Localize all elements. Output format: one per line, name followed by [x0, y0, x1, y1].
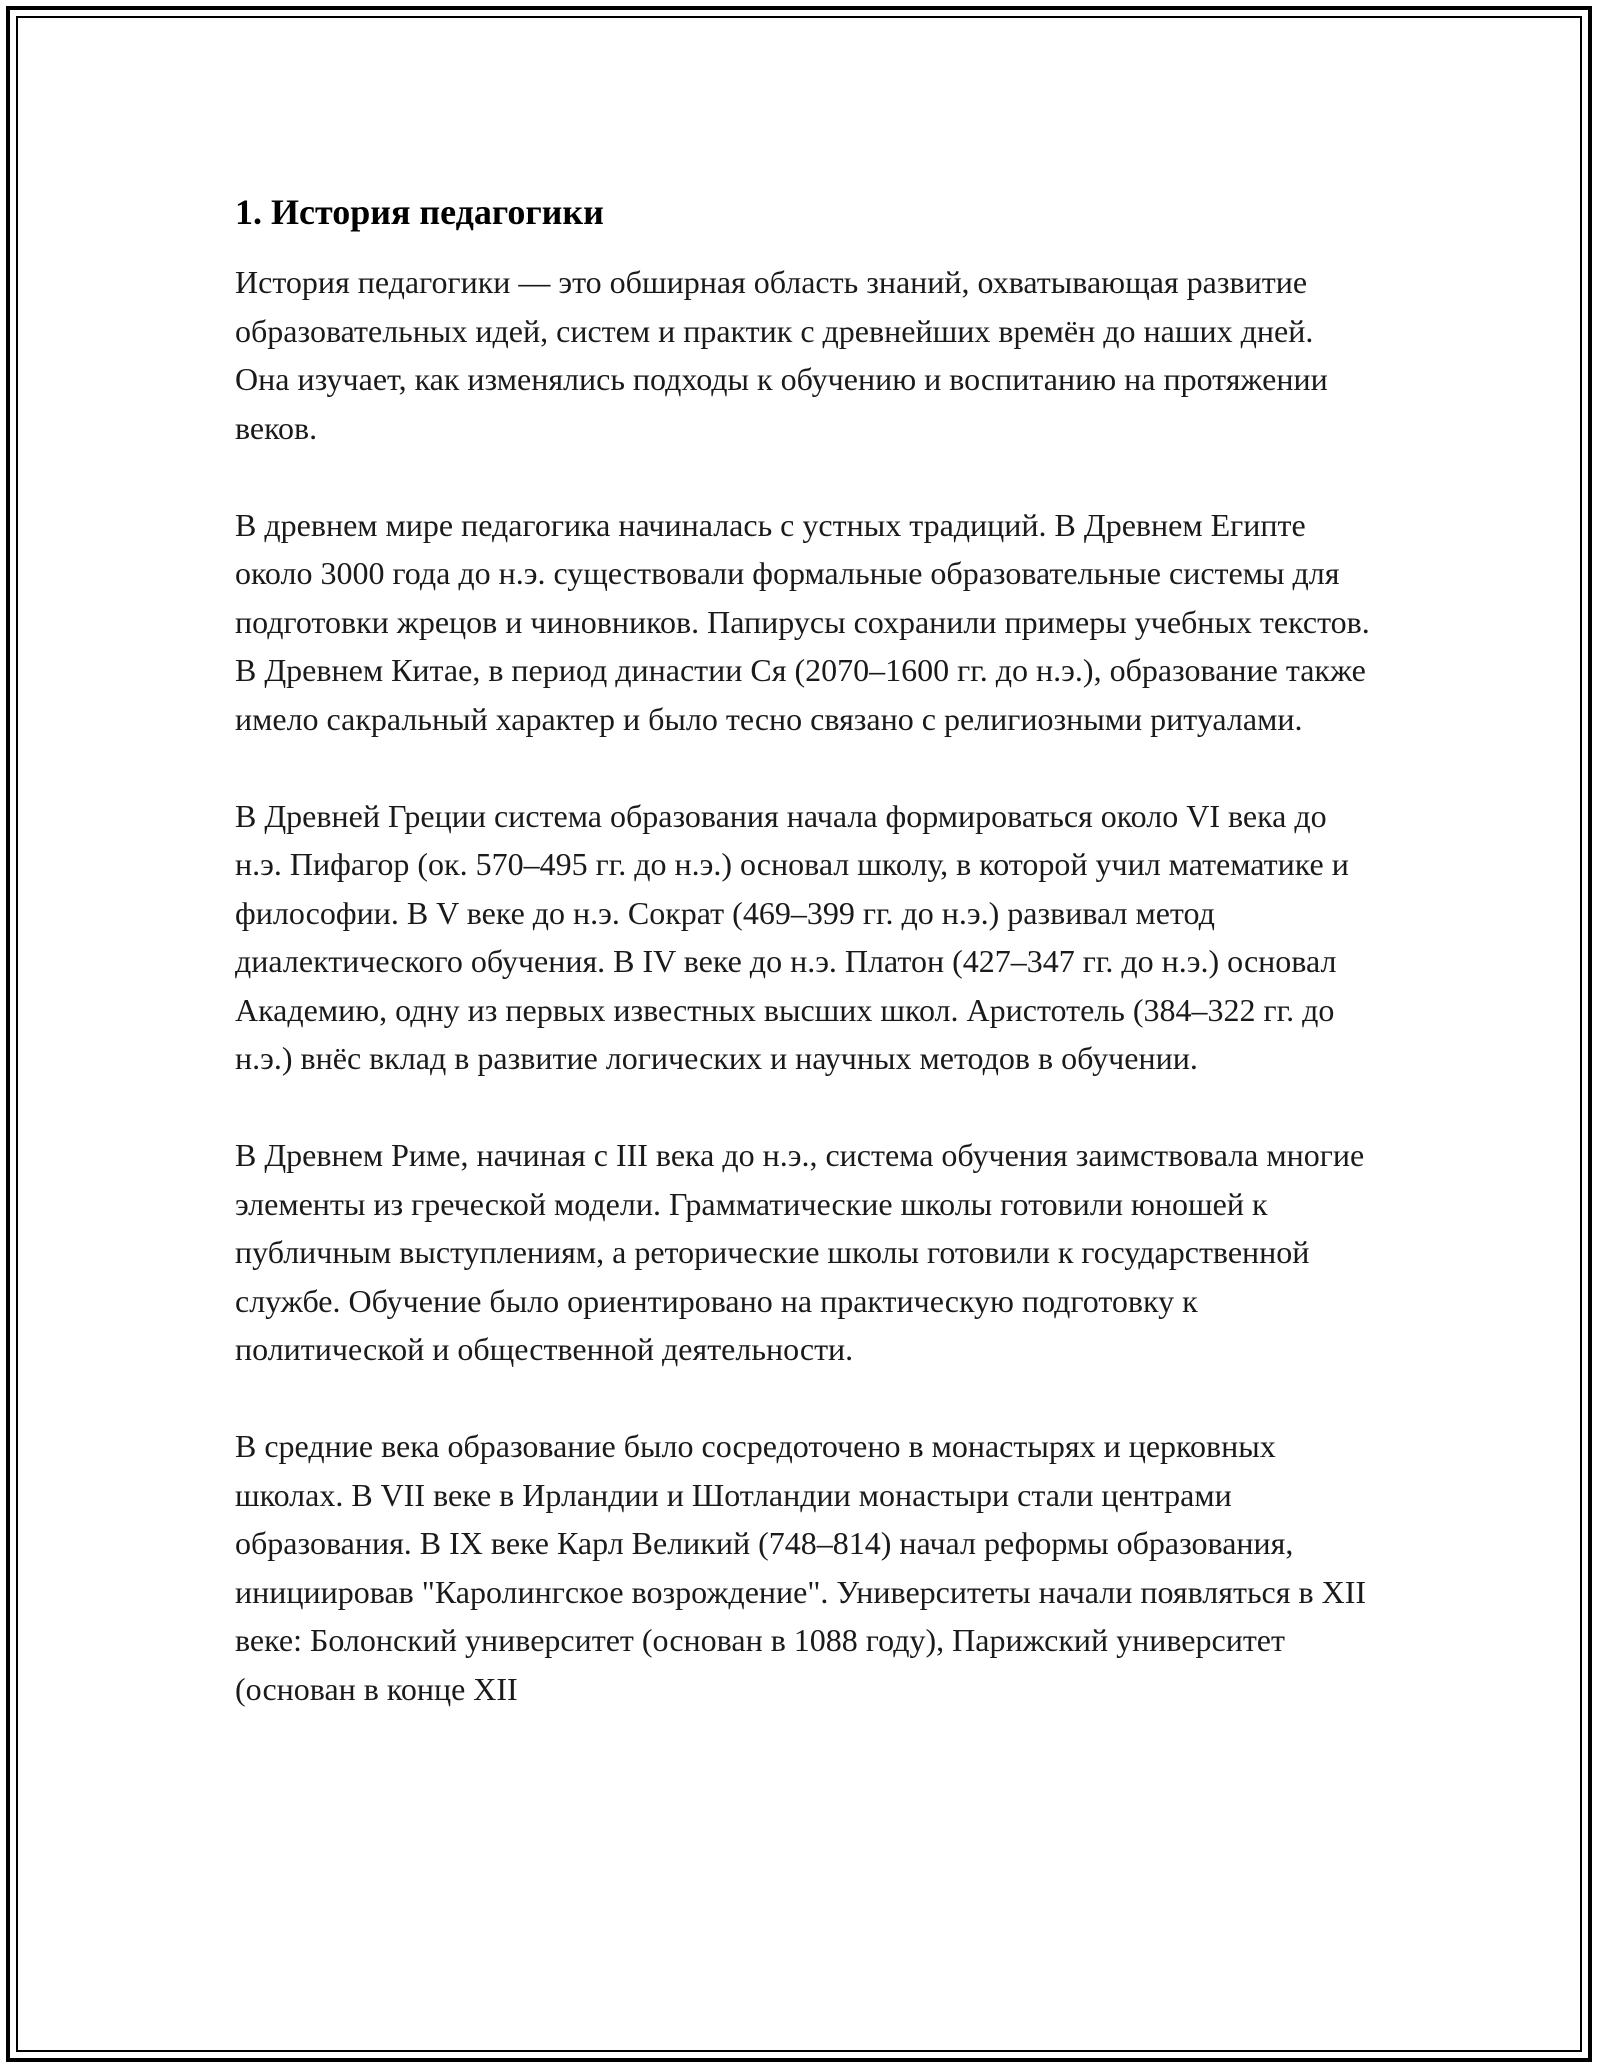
paragraph-ancient-greece: В Древней Греции система образования начала формироваться около VI века до н.э. Пифагор (ок. 570–495 гг. до н.э.) основал школу, в которой учил математике и философии. В V веке до н.э. Сократ (469–399 гг. до н.э.) развивал метод диалектического обучения. В IV веке до н.э. Платон (427–347 гг. до н.э.) основал Академию, одну из первых известных высших школ. Аристотель (384–322 гг. до н.э.) внёс вклад в развитие логических и научных методов в обучении.	[235, 797, 1349, 1076]
paragraph-ancient-world: В древнем мире педагогика начиналась с устных традиций. В Древнем Египте около 3000 года до н.э. существовали формальные образовательные системы для подготовки жрецов и чиновников. Папирусы сохранили примеры учебных текстов. В Древнем Китае, в период династии Ся (2070–1600 гг. до н.э.), образование также имело сакральный характер и было тесно связано с религиозными ритуалами.	[235, 506, 1370, 737]
paragraph-middle-ages: В средние века образование было сосредоточено в монастырях и церковных школах. В VII веке в Ирландии и Шотландии монастыри стали центрами образования. В IX веке Карл Великий (748–814) начал реформы образования, инициировав "Каролингское возрождение". Университеты начали появляться в XII веке: Болонский университет (основан в 1088 году), Парижский университет (основан в конце XII	[235, 1428, 1366, 1707]
document-body	[235, 188, 1375, 1762]
paragraph-intro: История педагогики — это обширная область знаний, охватывающая развитие образовательных идей, систем и практик с древнейших времён до наших дней. Она изучает, как изменялись подходы к обучению и воспитанию на протяжении веков.	[235, 264, 1328, 446]
section-heading: 1. История педагогики	[235, 192, 604, 232]
paragraph-ancient-rome: В Древнем Риме, начиная с III века до н.э., система обучения заимствовала многие элементы из греческой модели. Грамматические школы готовили юношей к публичным выступлениям, а реторические школы готовили к государственной службе. Обучение было ориентировано на практическую подготовку к политической и общественной деятельности.	[235, 1137, 1365, 1367]
